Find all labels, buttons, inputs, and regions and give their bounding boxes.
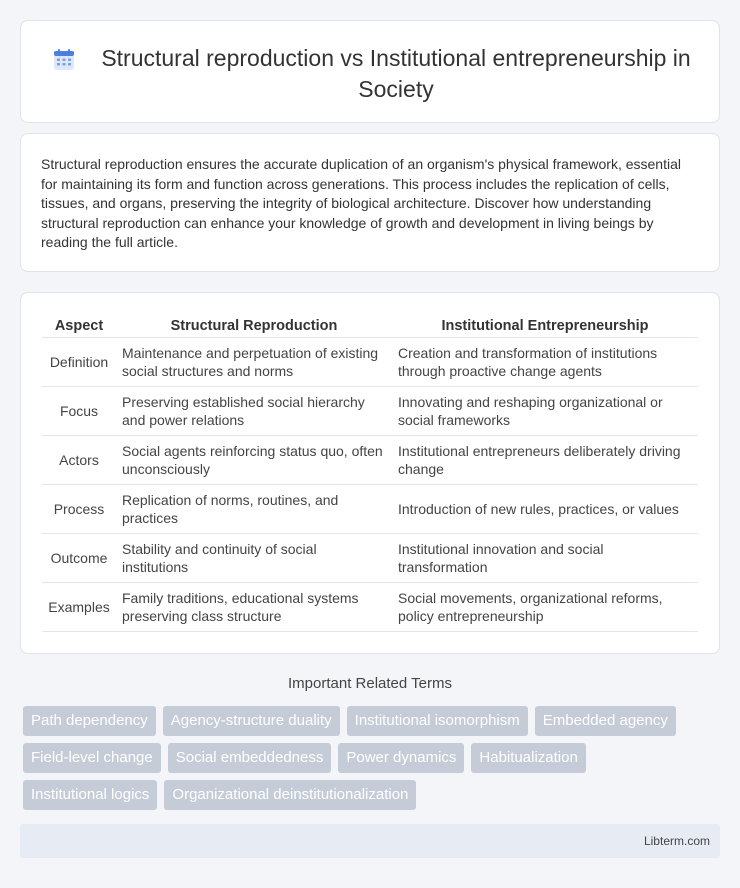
related-term-tag[interactable]: Field-level change — [23, 743, 161, 773]
related-term-tag[interactable]: Organizational deinstitutionalization — [164, 780, 416, 810]
related-term-tag[interactable]: Embedded agency — [535, 706, 676, 736]
description-text: Structural reproduction ensures the accurate duplication of an organism's physical framework, essential for maintaining its form and function across generations. This process includes the replication of cells, tissues, and organs, preserving the integrity of biological architecture. Discover how understanding structural reproduction can enhance your knowledge of growth and development in living beings by reading the full article. — [41, 156, 681, 250]
row-structural-value: Family traditions, educational systems preserving class structure — [116, 582, 392, 631]
comparison-table — [42, 315, 698, 632]
table-row — [42, 582, 698, 631]
related-term-tag[interactable]: Institutional isomorphism — [347, 706, 528, 736]
comparison-table-card — [20, 292, 720, 654]
row-aspect: Process — [42, 484, 116, 533]
row-aspect: Actors — [42, 435, 116, 484]
table-row — [42, 337, 698, 386]
footer — [20, 824, 720, 858]
related-term-tag[interactable]: Agency-structure duality — [163, 706, 340, 736]
row-structural-value: Stability and continuity of social institutions — [116, 533, 392, 582]
related-terms-title: Important Related Terms — [288, 675, 452, 692]
row-institutional-value: Innovating and reshaping organizational or social frameworks — [392, 386, 698, 435]
row-structural-value: Replication of norms, routines, and practices — [116, 484, 392, 533]
row-aspect: Focus — [42, 386, 116, 435]
table-row — [42, 484, 698, 533]
page-title: Structural reproduction vs Institutional entrepreneurship in Society — [101, 45, 691, 102]
row-institutional-value: Institutional innovation and social transformation — [392, 533, 698, 582]
related-term-tag[interactable]: Institutional logics — [23, 780, 157, 810]
row-institutional-value: Creation and transformation of institutions through proactive change agents — [392, 337, 698, 386]
table-row — [42, 386, 698, 435]
row-institutional-value: Social movements, organizational reforms, policy entrepreneurship — [392, 582, 698, 631]
row-aspect: Outcome — [42, 533, 116, 582]
footer-brand[interactable]: Libterm.com — [643, 834, 710, 848]
row-structural-value: Preserving established social hierarchy and power relations — [116, 386, 392, 435]
table-row — [42, 533, 698, 582]
header-structural-reproduction: Structural Reproduction — [116, 315, 392, 337]
row-aspect: Definition — [42, 337, 116, 386]
table-header-row — [42, 315, 698, 337]
row-structural-value: Social agents reinforcing status quo, often unconsciously — [116, 435, 392, 484]
related-term-tag[interactable]: Social embeddedness — [168, 743, 332, 773]
row-institutional-value: Introduction of new rules, practices, or values — [392, 484, 698, 533]
related-term-tag[interactable]: Power dynamics — [338, 743, 464, 773]
description-card — [20, 133, 720, 272]
table-row — [42, 435, 698, 484]
related-term-tag[interactable]: Path dependency — [23, 706, 156, 736]
title-card — [20, 20, 720, 123]
row-institutional-value: Institutional entrepreneurs deliberately driving change — [392, 435, 698, 484]
related-terms-list — [23, 706, 723, 810]
header-institutional-entrepreneurship: Institutional Entrepreneurship — [392, 315, 698, 337]
related-term-tag[interactable]: Habitualization — [471, 743, 585, 773]
row-structural-value: Maintenance and perpetuation of existing social structures and norms — [116, 337, 392, 386]
row-aspect: Examples — [42, 582, 116, 631]
header-aspect: Aspect — [42, 315, 116, 337]
